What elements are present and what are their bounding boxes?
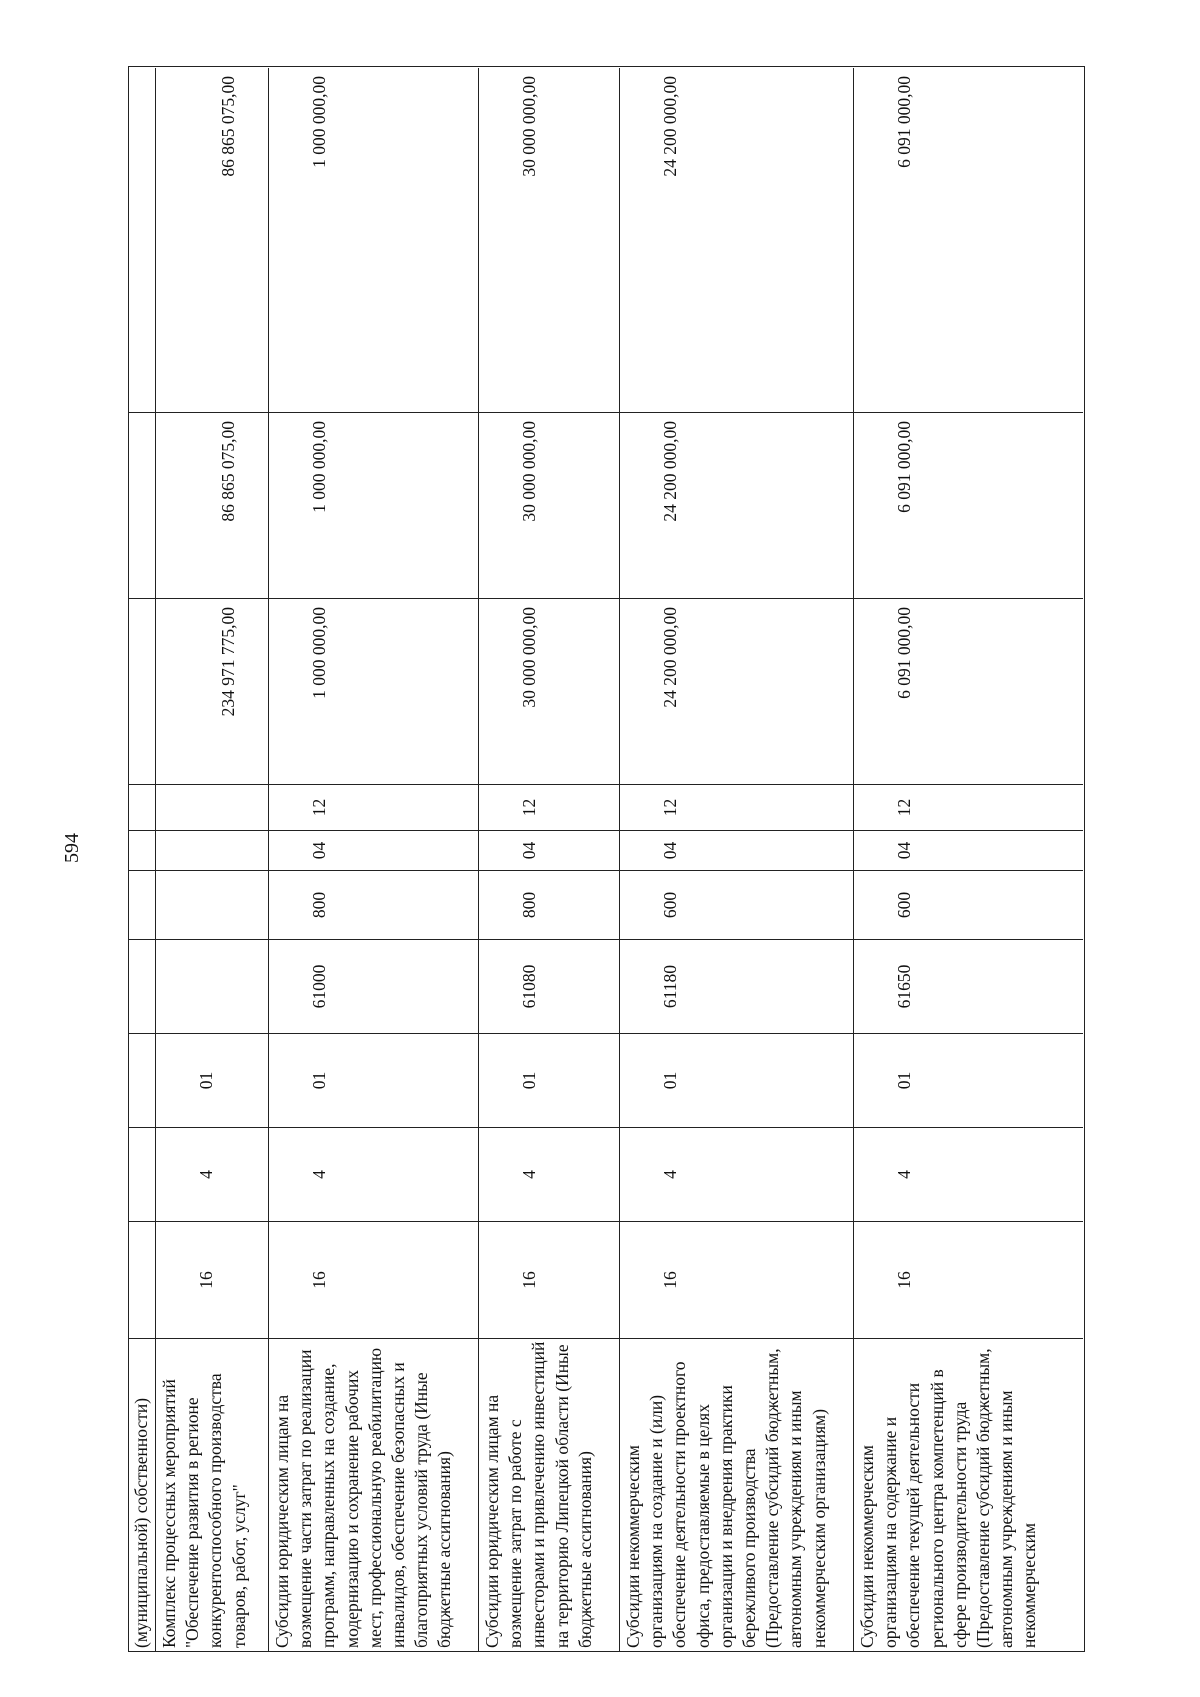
value-cell-c10 — [156, 68, 268, 413]
value-text: 1 000 000,00 — [309, 421, 329, 513]
value-cell-c5 — [479, 871, 619, 940]
value-text: 1 000 000,00 — [309, 76, 329, 168]
value-cell-c6 — [129, 831, 155, 871]
value-cell-c3 — [129, 1034, 155, 1128]
value-cell-c9 — [129, 413, 155, 599]
value-cell-c8 — [620, 599, 853, 785]
item-name-cell — [156, 1339, 268, 1651]
value-text: 01 — [309, 1071, 329, 1090]
value-cell-c5 — [620, 871, 853, 940]
value-text: 234 971 775,00 — [218, 607, 238, 717]
value-cell-c4 — [269, 940, 478, 1034]
item-name-text: Субсидии юридическим лицам на возмещение части затрат по реализации программ, направленных на создание, модернизацию и сохранение рабочих мест, профессиональную реабилитацию инвалидов, обеспечение безопасных и благоприятных условий труда (Иные бюджетные ассигнования) — [272, 1347, 455, 1648]
value-text: 16 — [309, 1271, 329, 1289]
value-cell-c7 — [479, 785, 619, 831]
value-cell-c7 — [854, 785, 1083, 831]
value-cell-c9 — [854, 413, 1083, 599]
value-text: 24 200 000,00 — [660, 421, 680, 522]
value-text: 4 — [196, 1170, 216, 1179]
item-name-text: Субсидии юридическим лицам на возмещение затрат по работе с инвесторами и привлечению инвестиций на территорию Липецкой области (Иные бюджетные ассигнования) — [482, 1341, 595, 1648]
value-text: 30 000 000,00 — [519, 76, 539, 177]
value-cell-c1 — [479, 1222, 619, 1339]
value-cell-c3 — [479, 1034, 619, 1128]
value-text: 86 865 075,00 — [218, 421, 238, 522]
value-text: 4 — [660, 1170, 680, 1179]
value-text: 24 200 000,00 — [660, 607, 680, 708]
value-cell-c10 — [479, 68, 619, 413]
value-cell-c10 — [129, 68, 155, 413]
value-text: 12 — [660, 798, 680, 817]
value-cell-c8 — [156, 599, 268, 785]
value-text: 61080 — [519, 964, 539, 1009]
value-cell-c10 — [854, 68, 1083, 413]
value-text: 12 — [519, 798, 539, 817]
value-text: 24 200 000,00 — [660, 76, 680, 177]
value-cell-c3 — [156, 1034, 268, 1128]
value-text: 16 — [519, 1271, 539, 1289]
value-cell-c5 — [156, 871, 268, 940]
value-cell-c2 — [620, 1128, 853, 1222]
rotated-sheet — [128, 66, 1085, 1652]
item-name-cell — [479, 1339, 619, 1651]
value-text: 01 — [894, 1071, 914, 1090]
value-text: 800 — [519, 891, 539, 919]
value-cell-c10 — [620, 68, 853, 413]
item-name-text: (муниципальной) собственности) — [131, 1397, 151, 1648]
value-cell-c9 — [479, 413, 619, 599]
value-text: 01 — [519, 1071, 539, 1090]
page-number: 594 — [61, 833, 83, 863]
value-cell-c1 — [269, 1222, 478, 1339]
value-text: 04 — [894, 841, 914, 860]
value-cell-c3 — [854, 1034, 1083, 1128]
value-cell-c2 — [479, 1128, 619, 1222]
value-cell-c4 — [479, 940, 619, 1034]
value-cell-c6 — [479, 831, 619, 871]
value-text: 6 091 000,00 — [894, 421, 914, 513]
table-row — [619, 68, 853, 1651]
value-text: 800 — [309, 891, 329, 919]
value-text: 16 — [660, 1271, 680, 1289]
item-name-cell — [129, 1339, 155, 1651]
value-cell-c4 — [156, 940, 268, 1034]
value-cell-c6 — [620, 831, 853, 871]
value-cell-c2 — [854, 1128, 1083, 1222]
value-cell-c2 — [129, 1128, 155, 1222]
value-cell-c8 — [479, 599, 619, 785]
value-cell-c6 — [156, 831, 268, 871]
value-text: 61000 — [309, 964, 329, 1009]
value-cell-c4 — [129, 940, 155, 1034]
budget-table — [128, 66, 1085, 1652]
value-text: 04 — [519, 841, 539, 860]
table-row — [155, 68, 268, 1651]
value-cell-c9 — [156, 413, 268, 599]
value-text: 61650 — [894, 964, 914, 1009]
value-text: 04 — [309, 841, 329, 860]
value-text: 1 000 000,00 — [309, 607, 329, 699]
value-cell-c7 — [620, 785, 853, 831]
value-cell-c4 — [620, 940, 853, 1034]
value-cell-c8 — [269, 599, 478, 785]
value-cell-c1 — [854, 1222, 1083, 1339]
value-text: 01 — [196, 1071, 216, 1090]
item-name-cell — [269, 1339, 478, 1651]
value-cell-c9 — [620, 413, 853, 599]
item-name-cell — [620, 1339, 853, 1651]
value-text: 4 — [519, 1170, 539, 1179]
value-cell-c1 — [620, 1222, 853, 1339]
value-text: 4 — [309, 1170, 329, 1179]
value-text: 04 — [660, 841, 680, 860]
value-text: 6 091 000,00 — [894, 76, 914, 168]
value-text: 600 — [660, 891, 680, 919]
value-text: 12 — [309, 798, 329, 817]
item-name-text: Субсидии некоммерческим организациям на создание и (или) обеспечение деятельности проектного офиса, предоставляемые в целях организации и внедрения практики бережливого производства (Предоставление субсидий бюджетным, автономным учреждениям и иным некоммерческим организациям) — [623, 1348, 829, 1648]
item-name-text: Субсидии некоммерческим организациям на содержание и обеспечение текущей деятельности регионального центра компетенций в сфере производительности труда (Предоставление субсидий бюджетным, автономным учреждениям и иным некоммерческим — [857, 1348, 1040, 1648]
table-row — [853, 68, 1083, 1651]
value-cell-c9 — [269, 413, 478, 599]
item-name-text: Комплекс процессных мероприятий "Обеспечение развития в регионе конкурентоспособного производства товаров, работ, услуг" — [159, 1373, 249, 1648]
value-cell-c6 — [854, 831, 1083, 871]
value-text: 600 — [894, 891, 914, 919]
value-cell-c3 — [620, 1034, 853, 1128]
value-text: 6 091 000,00 — [894, 607, 914, 699]
value-text: 86 865 075,00 — [218, 76, 238, 177]
value-cell-c2 — [156, 1128, 268, 1222]
value-cell-c7 — [269, 785, 478, 831]
item-name-cell — [854, 1339, 1083, 1651]
value-text: 01 — [660, 1071, 680, 1090]
value-cell-c3 — [269, 1034, 478, 1128]
value-text: 61180 — [660, 964, 680, 1009]
value-text: 30 000 000,00 — [519, 607, 539, 708]
value-cell-c5 — [854, 871, 1083, 940]
value-text: 30 000 000,00 — [519, 421, 539, 522]
value-cell-c7 — [156, 785, 268, 831]
value-cell-c8 — [129, 599, 155, 785]
value-cell-c7 — [129, 785, 155, 831]
value-text: 12 — [894, 798, 914, 817]
table-row — [268, 68, 478, 1651]
value-text: 16 — [196, 1271, 216, 1289]
table-row — [478, 68, 619, 1651]
value-cell-c1 — [156, 1222, 268, 1339]
value-cell-c2 — [269, 1128, 478, 1222]
value-cell-c5 — [269, 871, 478, 940]
value-cell-c5 — [129, 871, 155, 940]
value-text: 4 — [894, 1170, 914, 1179]
value-cell-c6 — [269, 831, 478, 871]
value-cell-c4 — [854, 940, 1083, 1034]
value-text: 16 — [894, 1271, 914, 1289]
value-cell-c8 — [854, 599, 1083, 785]
value-cell-c10 — [269, 68, 478, 413]
value-cell-c1 — [129, 1222, 155, 1339]
table-header-row — [129, 68, 155, 1651]
